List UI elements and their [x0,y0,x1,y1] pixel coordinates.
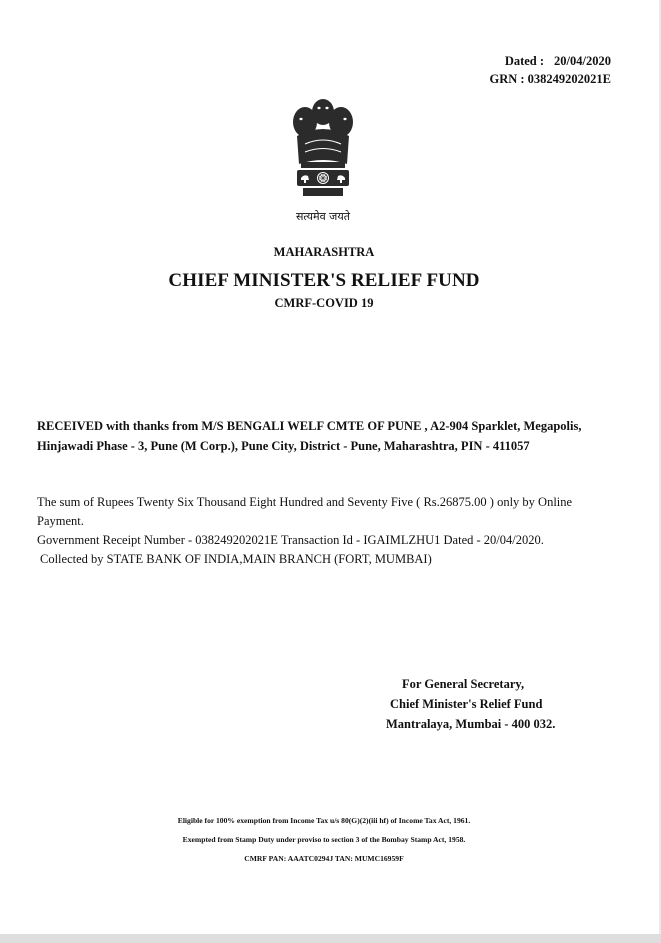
receipt-meta [489,52,611,88]
signature-line-2: Chief Minister's Relief Fund [390,697,543,711]
signature-line-1: For General Secretary, [402,677,525,691]
footer-notes [0,811,648,868]
emblem-motto: सत्यमेव जयते [295,210,350,223]
signature-line-3: Mantralaya, Mumbai - 400 032. [386,717,556,731]
ashoka-emblem-icon [283,92,363,224]
dated-value: 20/04/2020 [554,54,611,68]
dated-label: Dated : [504,54,545,68]
grn-number: GRN : 038249202021E [489,72,611,86]
dated-line [489,52,611,70]
sum-text: The sum of Rupees Twenty Six Thousand Eight Hundred and Seventy Five ( Rs.26875.00 ) only by Online Payment. [37,495,573,528]
stamp-duty-note: Exempted from Stamp Duty under proviso to section 3 of the Bombay Stamp Act, 1958. [182,835,466,844]
receipt-text: Government Receipt Number - 038249202021E Transaction Id - IGAIMLZHU1 Dated - 20/04/2020. [37,533,544,547]
collected-by: Collected by STATE BANK OF INDIA,MAIN BRANCH (FORT, MUMBAI) [40,552,432,566]
signature-block [386,674,555,734]
pan-tan-note: CMRF PAN: AAATC0294J TAN: MUMC16959F [244,854,404,863]
scheme-name: CMRF-COVID 19 [274,296,374,310]
fund-title: CHIEF MINISTER'S RELIEF FUND [168,270,480,291]
received-from: RECEIVED with thanks from M/S BENGALI WELF CMTE OF PUNE , A2-904 Sparklet, Megapolis, Hinjawadi Phase - 3, Pune (M Corp.), Pune City, District - Pune, Maharashtra, PIN - 411057 [37,419,582,453]
payment-details [37,493,617,569]
state-name: MAHARASHTRA [273,245,375,259]
tax-exemption-note: Eligible for 100% exemption from Income Tax u/s 80(G)(2)(iii hf) of Income Tax Act, 1961. [177,816,471,825]
